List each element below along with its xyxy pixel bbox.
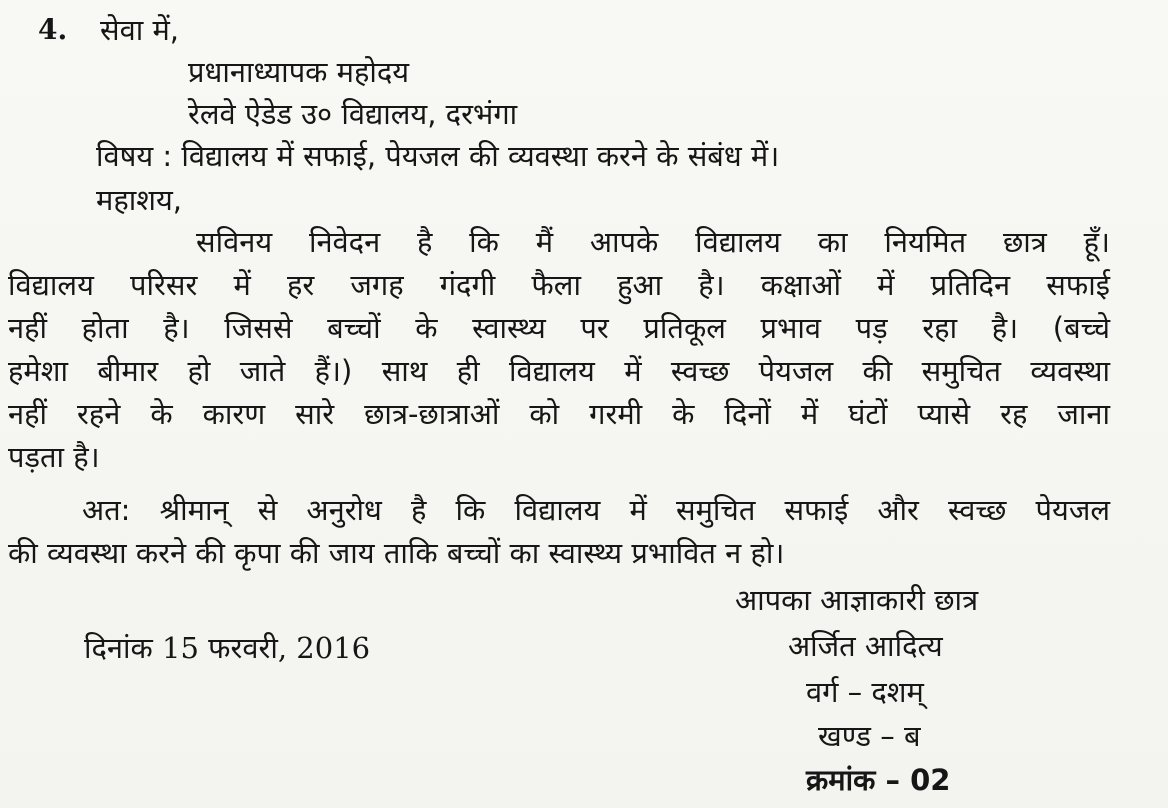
paragraph1-line: नहीं होता है। जिससे बच्चों के स्वास्थ्य पर प्रतिकूल प्रभाव पड़ रहा है। (बच्चे [8,311,1110,345]
paragraph1-line: नहीं रहने के कारण सारे छात्र-छात्राओं को गरमी के दिनों में घंटों प्यासे रह जाना [8,397,1110,431]
salutation-to: सेवा में, [100,13,180,47]
closing: आपका आज्ञाकारी छात्र [735,583,979,617]
question-number: 4. [38,13,68,46]
class-line: वर्ग – दशम् [806,675,924,709]
date-value: 15 फरवरी, 2016 [162,631,371,665]
paragraph2-line: अत: श्रीमान् से अनुरोध है कि विद्यालय में समुचित सफाई और स्वच्छ पेयजल [82,493,1110,527]
greeting: महाशय, [96,183,183,217]
paragraph1-line: सविनय निवेदन है कि मैं आपके विद्यालय का नियमित छात्र हूँ। [196,225,1110,259]
school-address: रेलवे ऐडेड उ० विद्यालय, दरभंगा [188,97,518,131]
subject-line: विषय : विद्यालय में सफाई, पेयजल की व्यवस्था करने के संबंध में। [96,139,780,173]
recipient: प्रधानाध्यापक महोदय [188,55,410,89]
roll-line: क्रमांक – 02 [806,763,951,797]
paragraph2-line: की व्यवस्था करने की कृपा की जाय ताकि बच्चों का स्वास्थ्य प्रभावित न हो। [8,536,785,570]
paragraph1-line: हमेशा बीमार हो जाते हैं।) साथ ही विद्यालय में स्वच्छ पेयजल की समुचित व्यवस्था [8,354,1110,388]
date-label: दिनांक [84,631,153,665]
section-line: खण्ड – ब [818,719,921,753]
date-line [84,628,370,668]
paragraph1-line: विद्यालय परिसर में हर जगह गंदगी फैला हुआ है। कक्षाओं में प्रतिदिन सफाई [8,268,1110,302]
signatory-name: अर्जित आदित्य [788,629,943,663]
paragraph1-line: पड़ता है। [8,440,100,474]
